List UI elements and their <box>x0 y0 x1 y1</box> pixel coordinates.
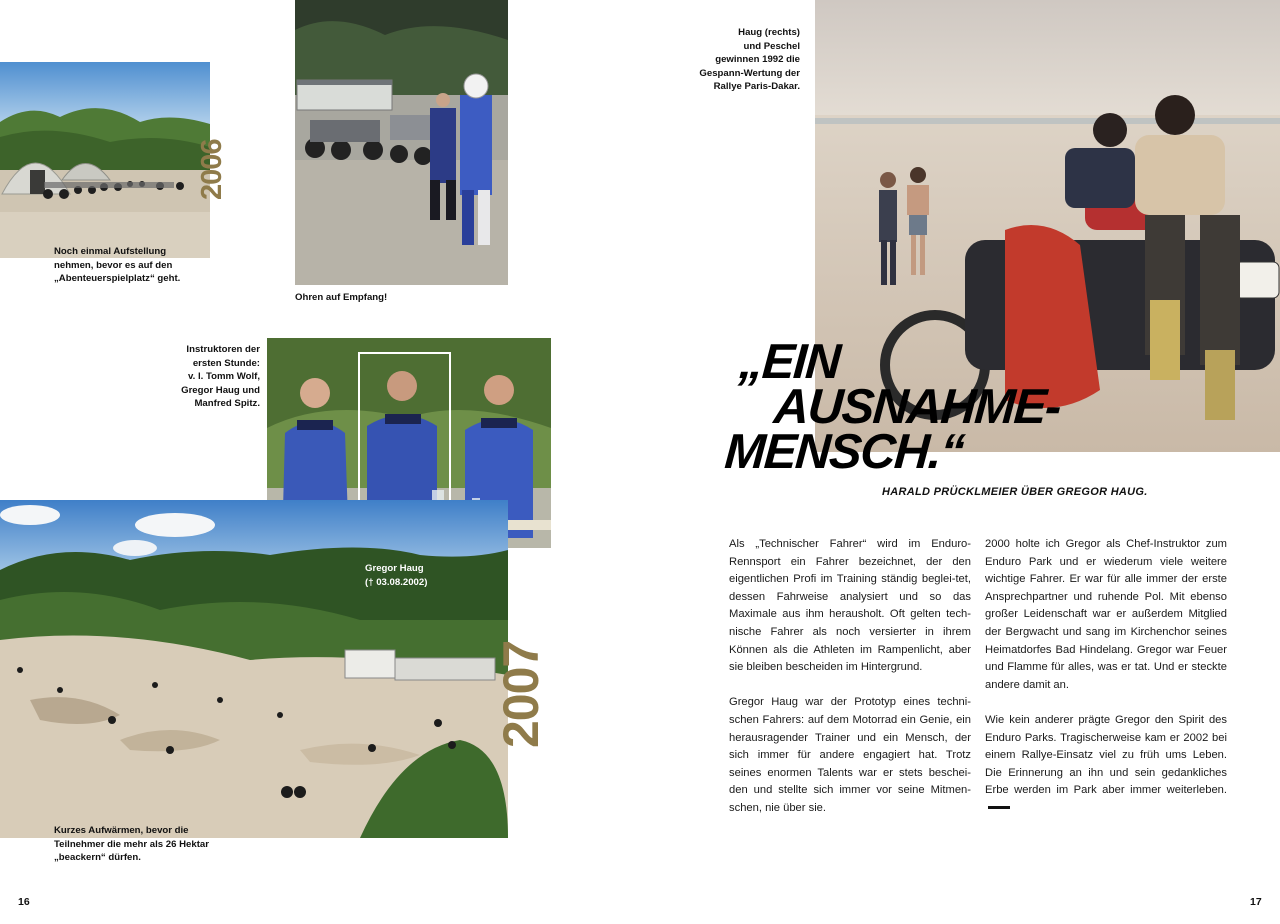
caption-line: ersten Stunde: <box>192 357 260 369</box>
caption-line: Teilnehmer die mehr als 26 Hektar <box>54 838 209 850</box>
article-column-1 <box>729 536 971 835</box>
caption-line: († 03.08.2002) <box>365 576 428 588</box>
end-mark <box>988 806 1010 809</box>
caption-line: Haug (rechts) <box>738 27 800 38</box>
photo-motorcycle-lineup <box>0 62 210 258</box>
caption-line: „Abenteuerspielplatz“ geht. <box>54 273 181 284</box>
caption-aufwaermen <box>54 824 274 865</box>
caption-line: Noch einmal Aufstellung <box>54 246 167 257</box>
year-label-2007: 2007 <box>493 640 549 748</box>
caption-line: Manfred Spitz. <box>194 398 260 409</box>
caption-line: und Peschel <box>743 40 800 52</box>
caption-line: Rallye Paris-Dakar. <box>713 81 800 92</box>
article-paragraph: 2000 holte ich Gregor als Chef-Instruktor zum Enduro Park und er wiederum viele weitere wichtige Fahrer. Er war für alle immer der erste Ansprechpartner und ruhende Pol. Mit ebenso großer Leidenschaft war er außerdem Mitglied der Bergwacht und sang im Kirchenchor seines Heimatdorfes Bad Hindelang. Gregor war Feuer und Flamme für alles, was er tat. Und er steckte andere damit an. <box>985 538 1227 691</box>
quote-headline <box>723 335 1132 479</box>
caption-empfang: Ohren auf Empfang! <box>295 292 388 303</box>
quote-line-2: AUSNAHME- <box>772 380 1062 434</box>
year-label-2006: 2006 <box>196 139 228 200</box>
article-paragraph-last <box>985 712 1227 818</box>
caption-line: Gregor Haug <box>365 563 424 574</box>
photo-enduro-park <box>0 500 508 838</box>
article-paragraph-text: Wie kein anderer prägte Gregor den Spirit des Enduro Parks. Tragischerweise kam er 2002 bei einem Rallye-Einsatz viel zu früh ums Leben. Die Erinnerung an ihn und sein gedankliches Erbe werden im Park aber immer weiterleben. <box>985 713 1227 797</box>
caption-gregor-haug <box>365 562 455 589</box>
caption-haug-peschel <box>660 26 800 94</box>
caption-line: Gregor Haug und <box>181 384 260 396</box>
caption-line: Instruktoren der <box>186 344 260 355</box>
quote-line-1: „EIN <box>737 335 842 389</box>
photo-reception <box>295 0 508 285</box>
caption-line: v. l. Tomm Wolf, <box>188 371 260 382</box>
page-number-left: 16 <box>18 896 30 908</box>
article-paragraph: Als „Technischer Fahrer“ wird im Enduro-Rennsport ein Fahrer bezeichnet, der den eigentlichen Profi im Training ständig beglei-tet, dessen Fahrweise analysiert und so das Maximale aus ihm herausholt. Oft gelten tech-nische Fahrer als noch versierter in ihrem Können als die Athleten im Rampenlicht, aber sie bleiben bescheiden im Hintergrund. <box>729 538 971 674</box>
caption-line: gewinnen 1992 die <box>715 54 800 65</box>
caption-line: „beackern“ dürfen. <box>54 852 141 863</box>
quote-line-3: MENSCH.“ <box>723 425 966 479</box>
caption-line: nehmen, bevor es auf den <box>54 259 173 271</box>
article-column-2 <box>985 536 1227 835</box>
caption-line: Gespann-Wertung der <box>699 67 800 79</box>
page-number-right: 17 <box>1250 896 1262 908</box>
caption-instruktoren <box>150 343 260 411</box>
caption-line: Kurzes Aufwärmen, bevor die <box>54 825 189 836</box>
article-paragraph: Gregor Haug war der Prototyp eines techni-schen Fahrers: auf dem Motorrad ein Genie, ein herausragender Trainer und ein Mensch, der sich immer für andere engagiert hat. Trotz seines enormen Talents war er stets beschei-den und stellte sich immer vor seine Mitmen-schen, nie über sie. <box>729 696 971 814</box>
quote-attribution: HARALD PRÜCKLMEIER ÜBER GREGOR HAUG. <box>882 486 1148 498</box>
caption-aufstellung <box>54 245 224 286</box>
